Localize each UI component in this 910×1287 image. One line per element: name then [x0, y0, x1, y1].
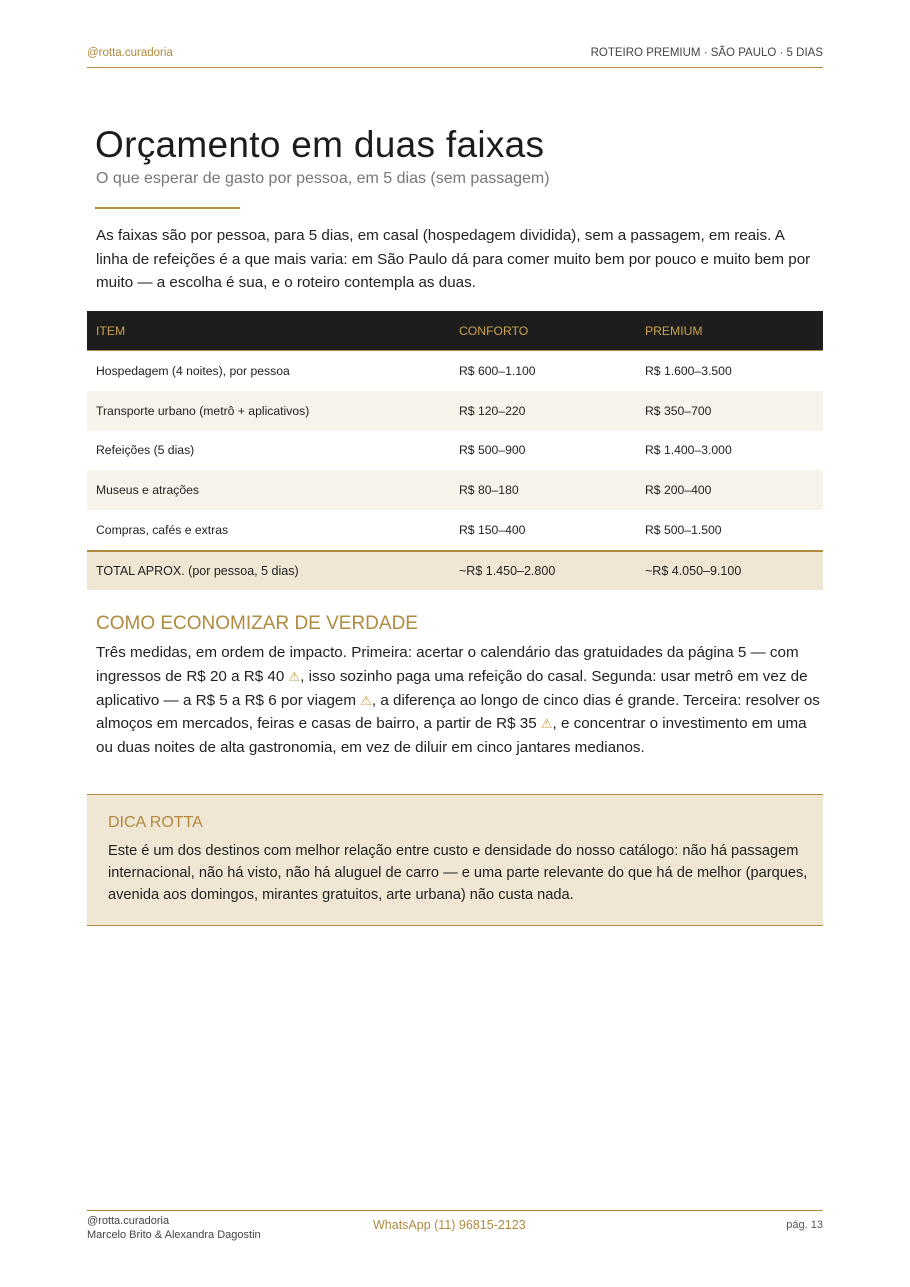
row-premium: R$ 500–1.500: [645, 523, 722, 538]
row-item: Hospedagem (4 noites), por pessoa: [96, 363, 290, 378]
table-row: [87, 431, 823, 471]
table-row: [87, 391, 823, 431]
page-header: [87, 47, 823, 68]
table-row: [87, 351, 823, 391]
table-row: [87, 510, 823, 551]
header-brand: @rotta.curadoria: [87, 47, 173, 59]
page-number: pág. 13: [786, 1219, 823, 1231]
section-paragraph: [96, 641, 820, 760]
warning-icon: ⚠: [540, 716, 553, 732]
table-row: [87, 470, 823, 510]
footer-brand: @rotta.curadoria: [87, 1215, 170, 1227]
page-title: Orçamento em duas faixas: [95, 124, 545, 165]
row-item: Refeições (5 dias): [96, 443, 195, 458]
row-premium: R$ 1.600–3.500: [645, 363, 732, 378]
budget-table: [87, 311, 823, 590]
title-divider: [95, 207, 240, 209]
table-header-row: [87, 311, 823, 351]
warning-icon: ⚠: [360, 692, 372, 708]
row-item: Transporte urbano (metrô + aplicativos): [87, 391, 450, 431]
tip-box: [87, 794, 823, 926]
intro-paragraph: As faixas são por pessoa, para 5 dias, em casal (hospedagem dividida), sem a passagem, em reais. A linha de refeições é a que mais varia: em São Paulo dá para comer muito bem por pouco e muito bem por muito — a escolha é sua, e o roteiro contempla as duas.: [96, 227, 811, 291]
section-text-part: , isso sozinho paga uma refeição do casal. Segunda: usar metrô em vez de aplicativo — a R$ 5 a R$ 6 por viagem: [96, 667, 808, 709]
footer-contact: WhatsApp (11) 96815-2123: [373, 1218, 526, 1232]
page-subtitle: O que esperar de gasto por pessoa, em 5 dias (sem passagem): [96, 170, 550, 187]
warning-icon: ⚠: [288, 668, 301, 684]
row-premium: R$ 350–700: [636, 391, 823, 431]
row-premium: R$ 1.400–3.000: [645, 443, 732, 458]
section-text-part: Três medidas, em ordem de impacto. Primeira: acertar o calendário das gratuidades da página 5 — com ingressos de R$ 20 a R$ 40: [96, 644, 799, 685]
footer-left: [87, 1214, 261, 1242]
row-conforto: R$ 150–400: [459, 523, 526, 538]
footer-authors: Marcelo Brito & Alexandra Dagostin: [87, 1229, 261, 1241]
row-conforto: R$ 500–900: [459, 443, 526, 458]
total-premium: ~R$ 4.050–9.100: [636, 551, 823, 590]
header-doc-title: ROTEIRO PREMIUM · SÃO PAULO · 5 DIAS: [590, 47, 823, 59]
column-header-premium: PREMIUM: [636, 311, 823, 351]
column-header-conforto: CONFORTO: [450, 311, 636, 351]
tip-heading: DICA ROTTA: [108, 814, 203, 831]
row-conforto: R$ 120–220: [450, 391, 636, 431]
section-text-part: , a diferença ao longo de cinco dias é grande. Terceira: resolver os almoços em mercados, feiras e casas de bairro, a partir de R$ 35: [96, 691, 820, 733]
section-text-part: , e concentrar o investimento em uma ou duas noites de alta gastronomia, em vez de diluir em cinco jantares medianos.: [96, 715, 807, 757]
row-conforto: R$ 80–180: [450, 470, 636, 510]
table-total-row: [87, 551, 823, 590]
row-item: Museus e atrações: [87, 470, 450, 510]
column-header-item: ITEM: [87, 311, 450, 351]
total-label: TOTAL APROX. (por pessoa, 5 dias): [87, 551, 450, 590]
row-item: Compras, cafés e extras: [96, 523, 229, 538]
page-footer: [87, 1210, 823, 1245]
tip-text: Este é um dos destinos com melhor relação entre custo e densidade do nosso catálogo: não há passagem internacional, não há visto, não há aluguel de carro — e uma parte relevante do que há de melhor (parques, avenida aos domingos, mirantes gratuitos, arte urbana) não custa nada.: [108, 843, 808, 903]
section-heading: COMO ECONOMIZAR DE VERDADE: [96, 613, 418, 634]
total-conforto: ~R$ 1.450–2.800: [450, 551, 636, 590]
row-premium: R$ 200–400: [636, 470, 823, 510]
row-conforto: R$ 600–1.100: [459, 363, 536, 378]
